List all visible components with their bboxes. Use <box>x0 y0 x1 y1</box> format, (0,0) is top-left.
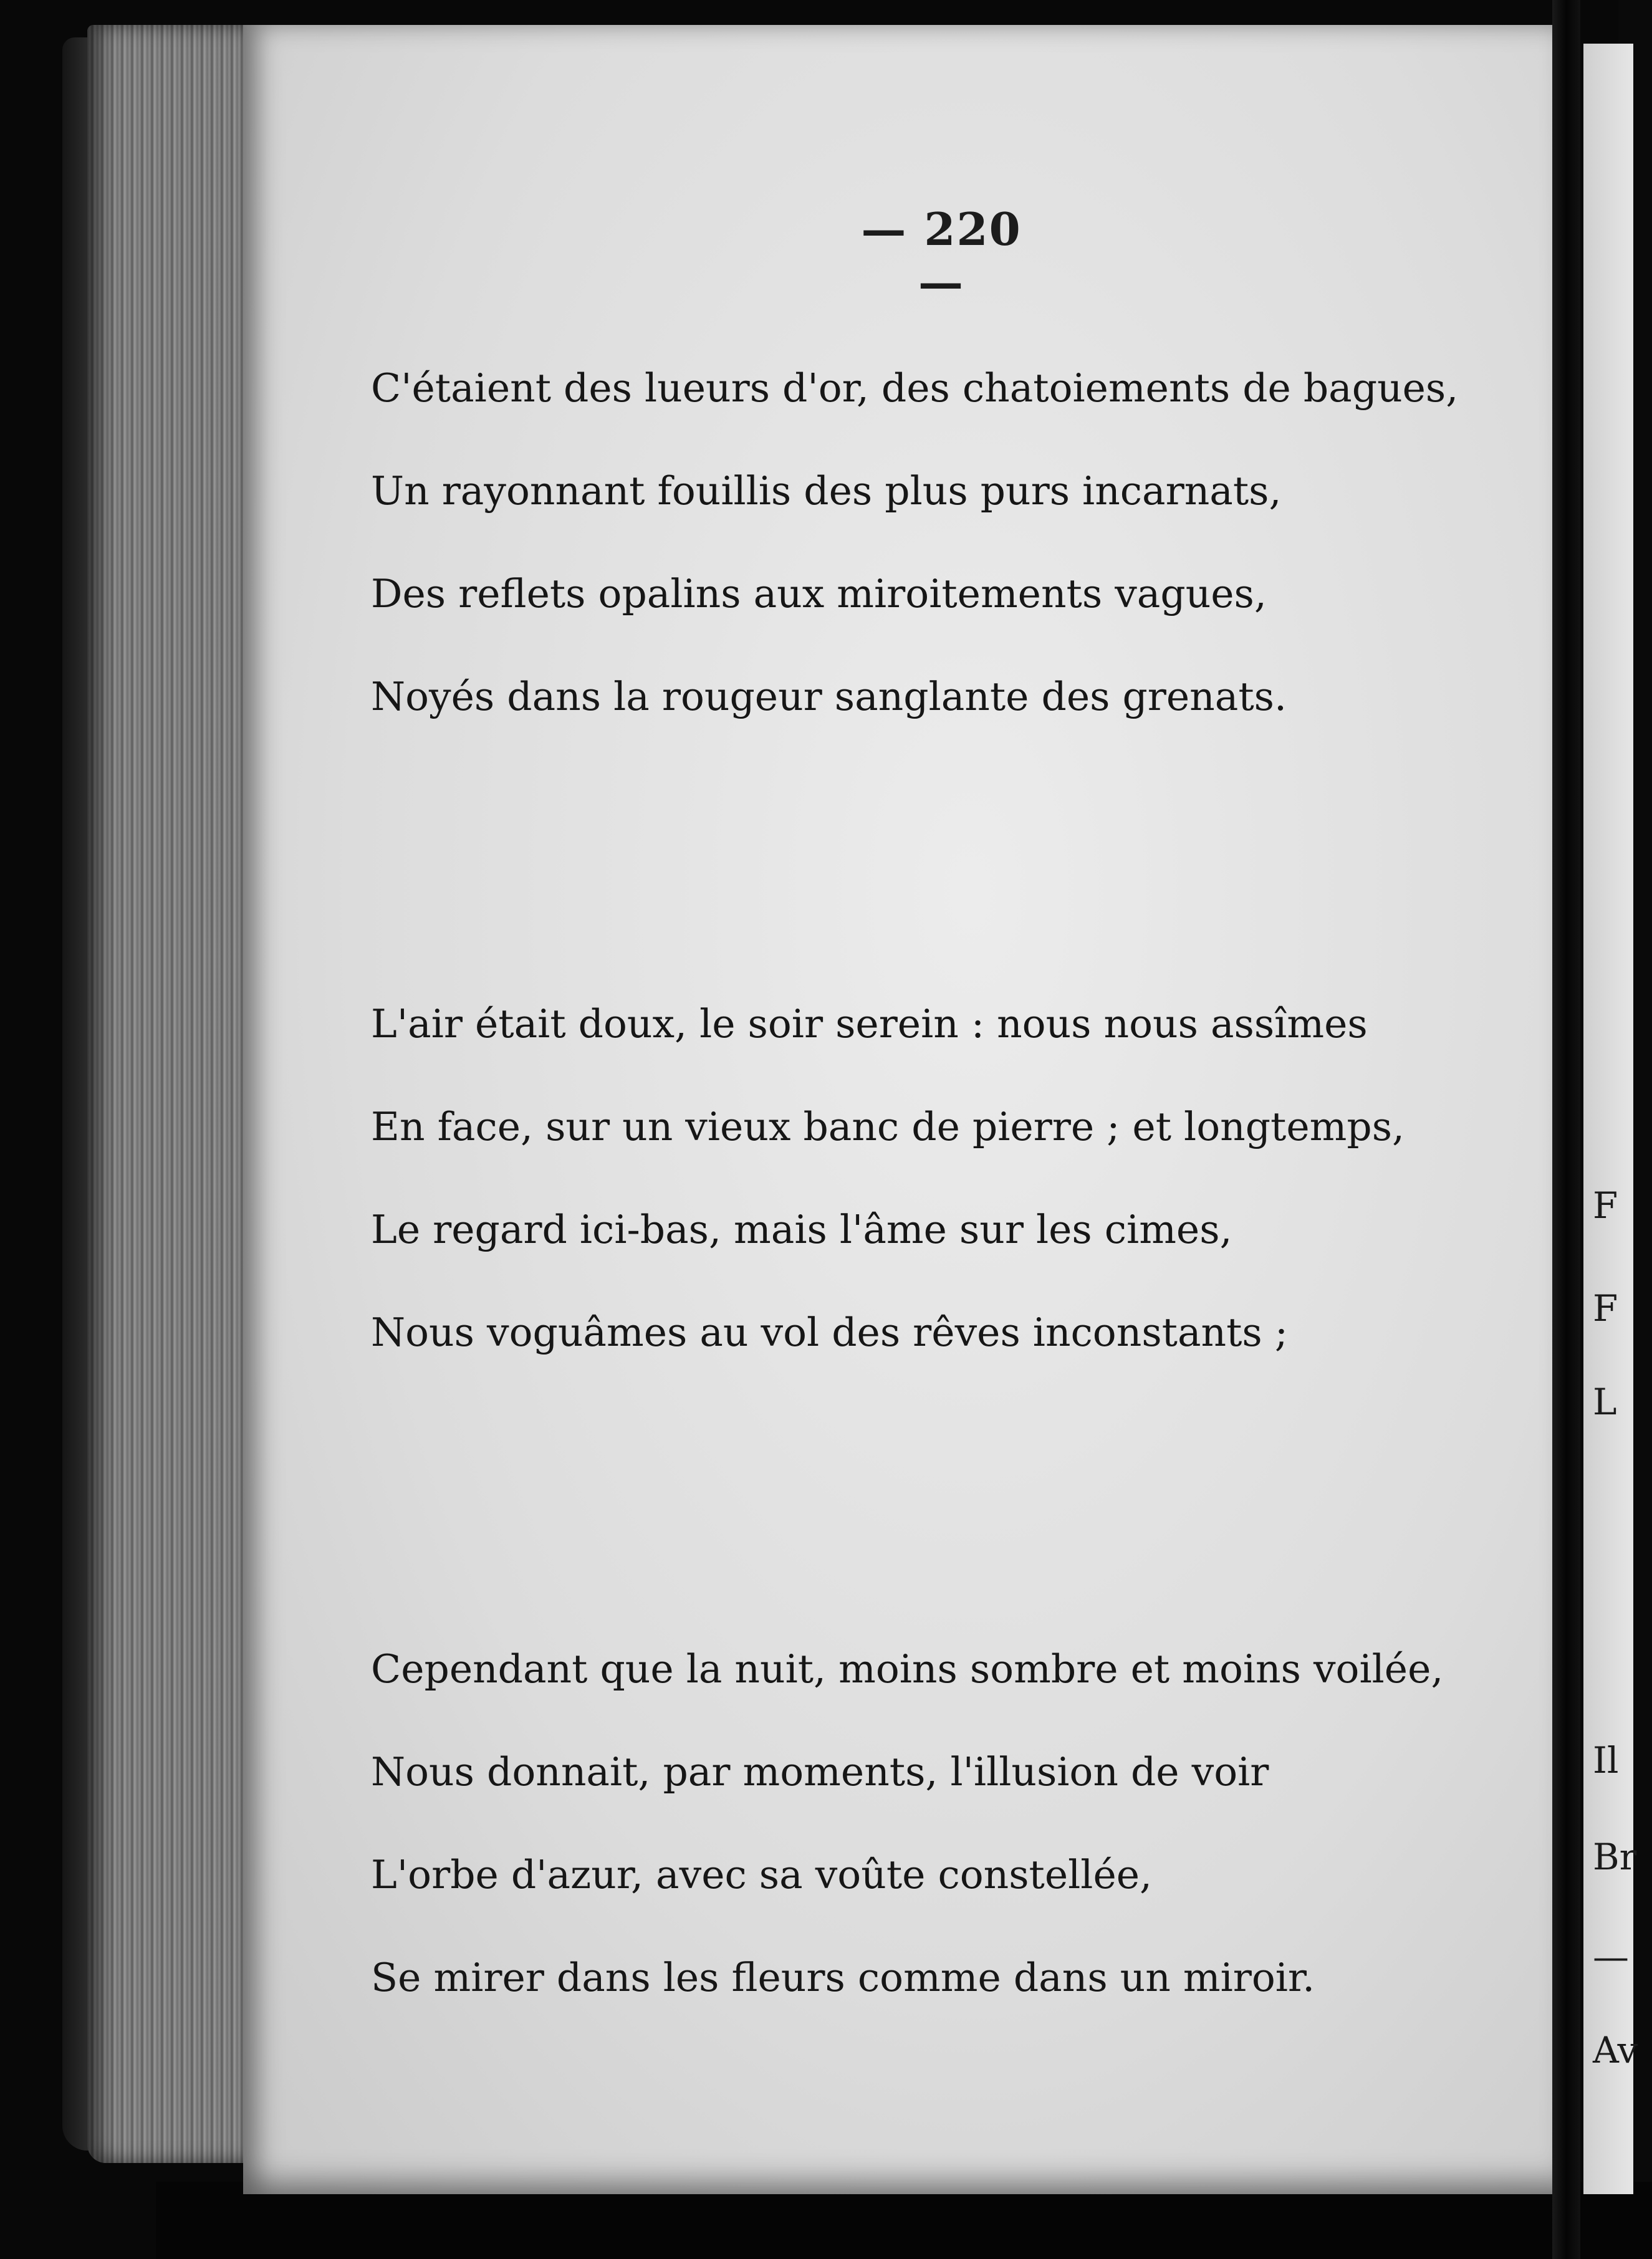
verse-line: Nous voguâmes au vol des rêves inconstants ; <box>371 1310 1288 1355</box>
book-gutter <box>1552 0 1580 2259</box>
verse-line: Le regard ici-bas, mais l'âme sur les cimes, <box>371 1207 1232 1252</box>
stacked-page-edges <box>87 25 249 2163</box>
verse-line: Noyés dans la rougeur sanglante des grenats. <box>371 674 1287 719</box>
next-page-fragment: F <box>1593 1287 1618 1330</box>
verse-line: Cependant que la nuit, moins sombre et moins voilée, <box>371 1646 1444 1692</box>
stanza-1 <box>371 337 1543 748</box>
next-page-fragment: F <box>1593 1184 1618 1227</box>
next-page-fragment: Av <box>1593 2029 1638 2071</box>
verse-line: Nous donnait, par moments, l'illusion de voir <box>371 1749 1269 1795</box>
verse-line: En face, sur un vieux banc de pierre ; et longtemps, <box>371 1104 1405 1149</box>
next-page-fragment: Br <box>1593 1836 1637 1878</box>
verse-line: L'orbe d'azur, avec sa voûte constellée, <box>371 1852 1153 1897</box>
next-page-fragment: — <box>1593 1935 1629 1978</box>
next-page-fragment: Il <box>1593 1739 1619 1782</box>
verse-line: C'étaient des lueurs d'or, des chatoiements de bagues, <box>371 365 1459 411</box>
page-number: — 220 — <box>861 203 1022 309</box>
stanza-2 <box>371 972 1543 1384</box>
verse-line: Un rayonnant fouillis des plus purs incarnats, <box>371 468 1282 514</box>
verse-line: Des reflets opalins aux miroitements vagues, <box>371 571 1267 616</box>
next-page-fragment: L <box>1593 1381 1617 1423</box>
verse-line: L'air était doux, le soir serein : nous nous assîmes <box>371 1001 1368 1047</box>
stanza-3 <box>371 1618 1543 2029</box>
verse-line: Se mirer dans les fleurs comme dans un miroir. <box>371 1955 1315 2000</box>
